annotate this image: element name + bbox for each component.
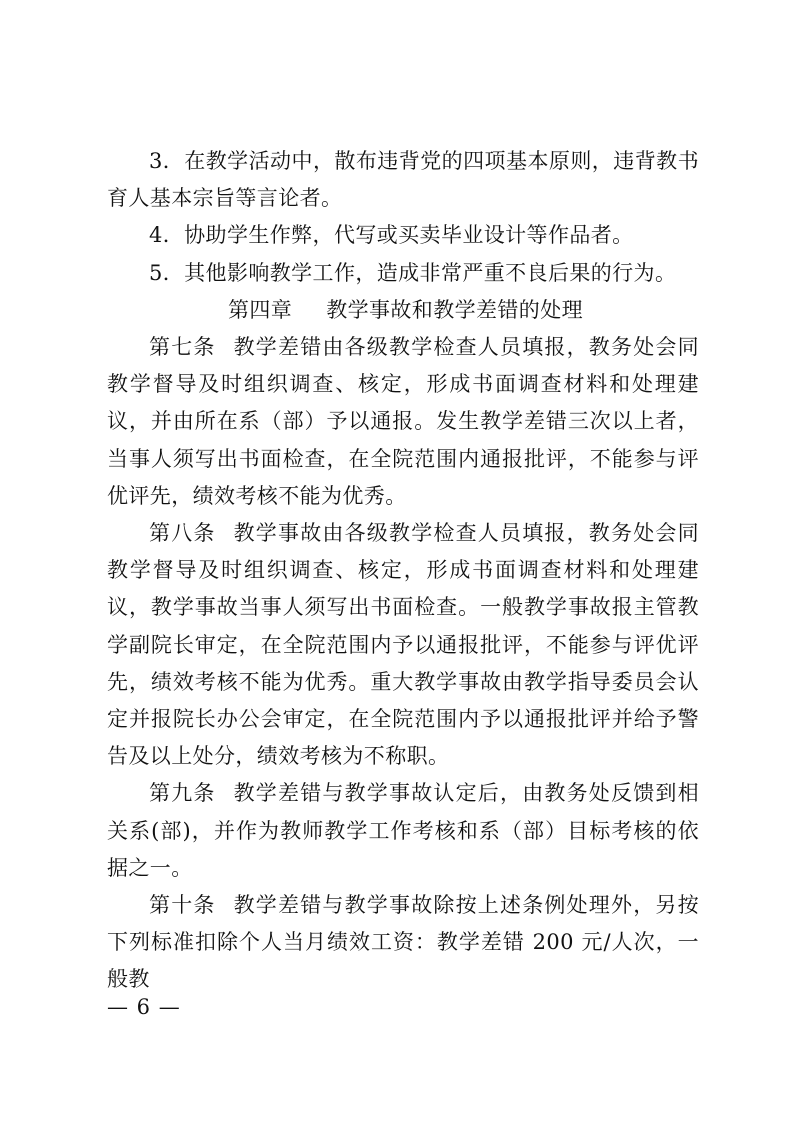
- chapter-number: 第四章: [228, 297, 293, 322]
- list-item: 3．在教学活动中，散布违背党的四项基本原则，违背教书育人基本宗旨等言论者。: [107, 149, 699, 211]
- chapter-heading: [107, 292, 699, 329]
- article-text: 教学差错由各级教学检查人员填报，教务处会同教学督导及时组织调查、核定，形成书面调查材料和处理建议，并由所在系（部）予以通报。发生教学差错三次以上者，当事人须写出书面检查，在全院范围内通报批评，不能参与评优评先，绩效考核不能为优秀。: [107, 335, 699, 508]
- article-heading: 第九条: [149, 781, 216, 806]
- article-heading: 第十条: [149, 893, 216, 918]
- document-body: [107, 143, 699, 999]
- page-number: — 6 —: [107, 995, 181, 1019]
- article-paragraph: [107, 887, 699, 999]
- article-paragraph: [107, 775, 699, 887]
- article-paragraph: [107, 329, 699, 515]
- list-item: 5．其他影响教学工作，造成非常严重不良后果的行为。: [149, 260, 677, 285]
- article-heading: 第八条: [149, 521, 216, 546]
- article-text: 教学差错与教学事故除按上述条例处理外，另按下列标准扣除个人当月绩效工资：教学差错 200 元/人次，一般教: [107, 893, 699, 992]
- article-paragraph: [107, 515, 699, 775]
- article-heading: 第七条: [149, 335, 216, 360]
- article-text: 教学差错与教学事故认定后，由教务处反馈到相关系(部)，并作为教师教学工作考核和系（部）目标考核的依据之一。: [107, 781, 699, 880]
- list-item: 4．协助学生作弊，代写或买卖毕业设计等作品者。: [149, 223, 634, 248]
- article-text: 教学事故由各级教学检查人员填报，教务处会同教学督导及时组织调查、核定，形成书面调查材料和处理建议，教学事故当事人须写出书面检查。一般教学事故报主管教学副院长审定，在全院范围内予以通报批评，不能参与评优评先，绩效考核不能为优秀。重大教学事故由教学指导委员会认定并报院长办公会审定，在全院范围内予以通报批评并给予警告及以上处分，绩效考核为不称职。: [107, 521, 699, 769]
- chapter-title: 教学事故和教学差错的处理: [326, 297, 584, 322]
